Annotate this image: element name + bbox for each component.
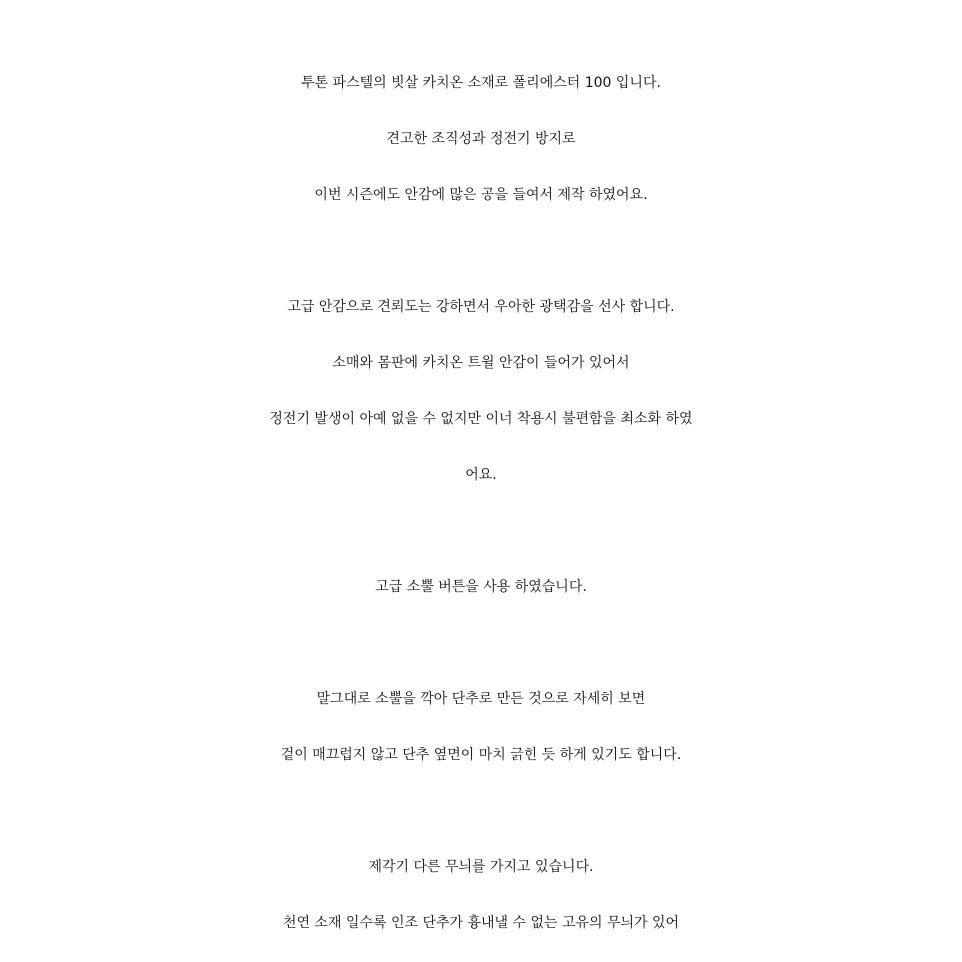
description-line: 제각기 다른 무늬를 가지고 있습니다.: [368, 859, 594, 875]
description-line: 천연 소재 일수록 인조 단추가 흉내낼 수 없는 고유의 무늬가 있어: [282, 915, 680, 931]
description-line: 고급 소뿔 버튼을 사용 하였습니다.: [375, 579, 587, 595]
description-line: 겉이 매끄럽지 않고 단추 옆면이 마치 긁힌 듯 하게 있기도 합니다.: [280, 747, 682, 763]
description-line: 소매와 몸판에 카치온 트윌 안감이 들어가 있어서: [332, 355, 630, 371]
description-line: 정전기 발생이 아예 없을 수 없지만 이너 착용시 불편함을 최소화 하였: [269, 411, 693, 427]
description-line: 고급 안감으로 견뢰도는 강하면서 우아한 광택감을 선사 합니다.: [287, 299, 675, 315]
description-line: 투톤 파스텔의 빗살 카치온 소재로 폴리에스터 100 입니다.: [301, 75, 661, 91]
description-line: 견고한 조직성과 정전기 방지로: [386, 131, 576, 147]
description-line: 어요.: [465, 467, 497, 483]
description-line: 이번 시즌에도 안감에 많은 공을 들여서 제작 하였어요.: [314, 187, 648, 203]
description-line: 말그대로 소뿔을 깍아 단추로 만든 것으로 자세히 보면: [316, 691, 646, 707]
